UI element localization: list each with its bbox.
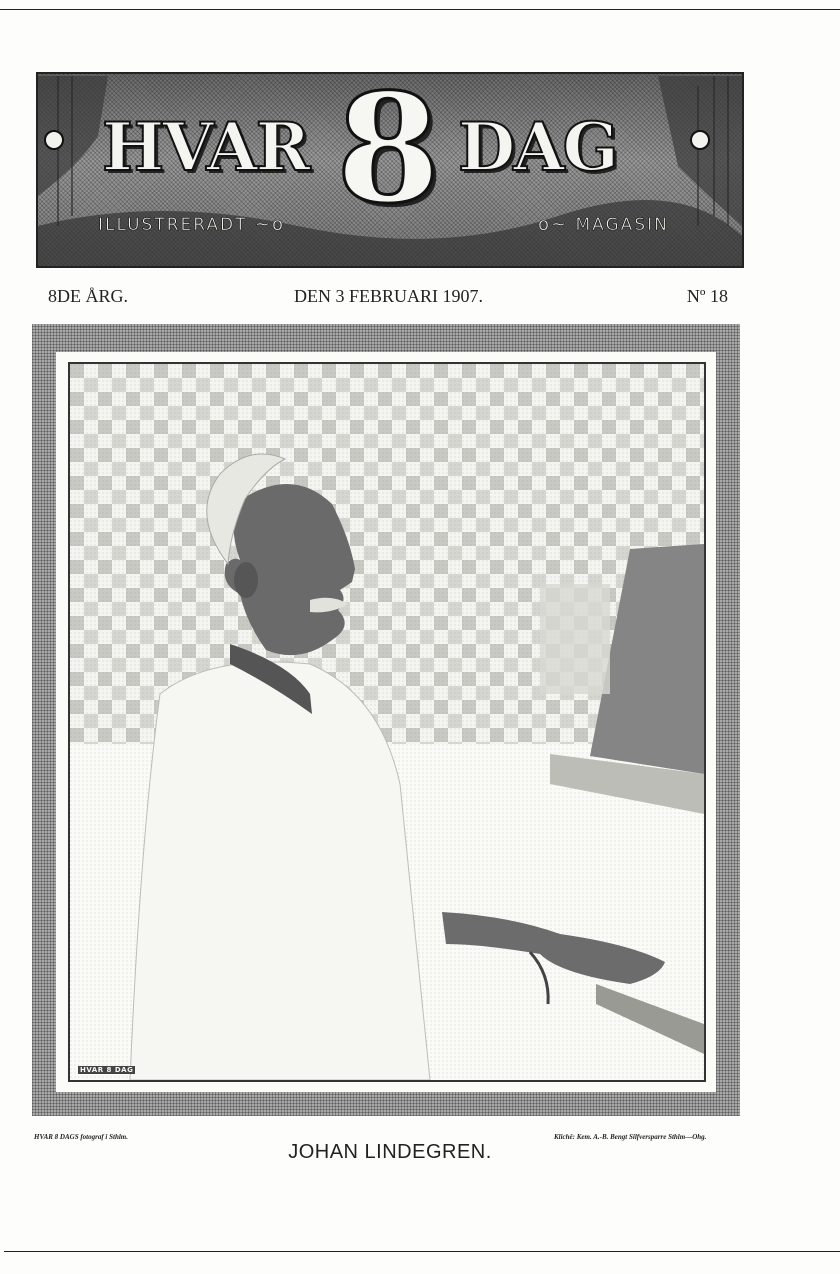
right-ornament-dot xyxy=(690,130,710,150)
subtitle-left-text: ILLUSTRERADT xyxy=(98,215,248,235)
issue-year: 8DE ÅRG. xyxy=(48,286,128,306)
cover-photo xyxy=(68,362,706,1082)
masthead-title-left: HVAR xyxy=(102,108,309,186)
engraving-credit: Klichê: Kem. A.-B. Bengt Silfversparre Sthlm—Ohg. xyxy=(554,1133,707,1141)
masthead-subtitle-left xyxy=(98,214,285,235)
photo-credit: HVAR 8 DAGS fotograf i Sthlm. xyxy=(34,1133,129,1141)
issue-line xyxy=(48,286,728,310)
masthead-subtitle-right xyxy=(538,214,669,235)
issue-date: DEN 3 FEBRUARI 1907. xyxy=(294,286,484,306)
subtitle-right-text: MAGASIN xyxy=(575,215,669,235)
flourish-right-icon: o~ xyxy=(538,214,569,235)
cover-photo-border xyxy=(32,324,740,1116)
photo-stamp: HVAR 8 DAG xyxy=(80,1066,134,1074)
cover-caption: JOHAN LINDEGREN. xyxy=(288,1141,492,1163)
left-ornament-dot xyxy=(44,130,64,150)
portrait-illustration xyxy=(70,364,704,1080)
issue-number: Nº 18 xyxy=(686,286,728,306)
bottom-rule xyxy=(4,1251,840,1252)
masthead-title-number: 8 xyxy=(336,72,441,237)
masthead xyxy=(36,72,744,268)
top-rule xyxy=(0,9,840,10)
flourish-left-icon: ~o xyxy=(254,214,286,235)
masthead-title-right: DAG xyxy=(458,108,617,186)
